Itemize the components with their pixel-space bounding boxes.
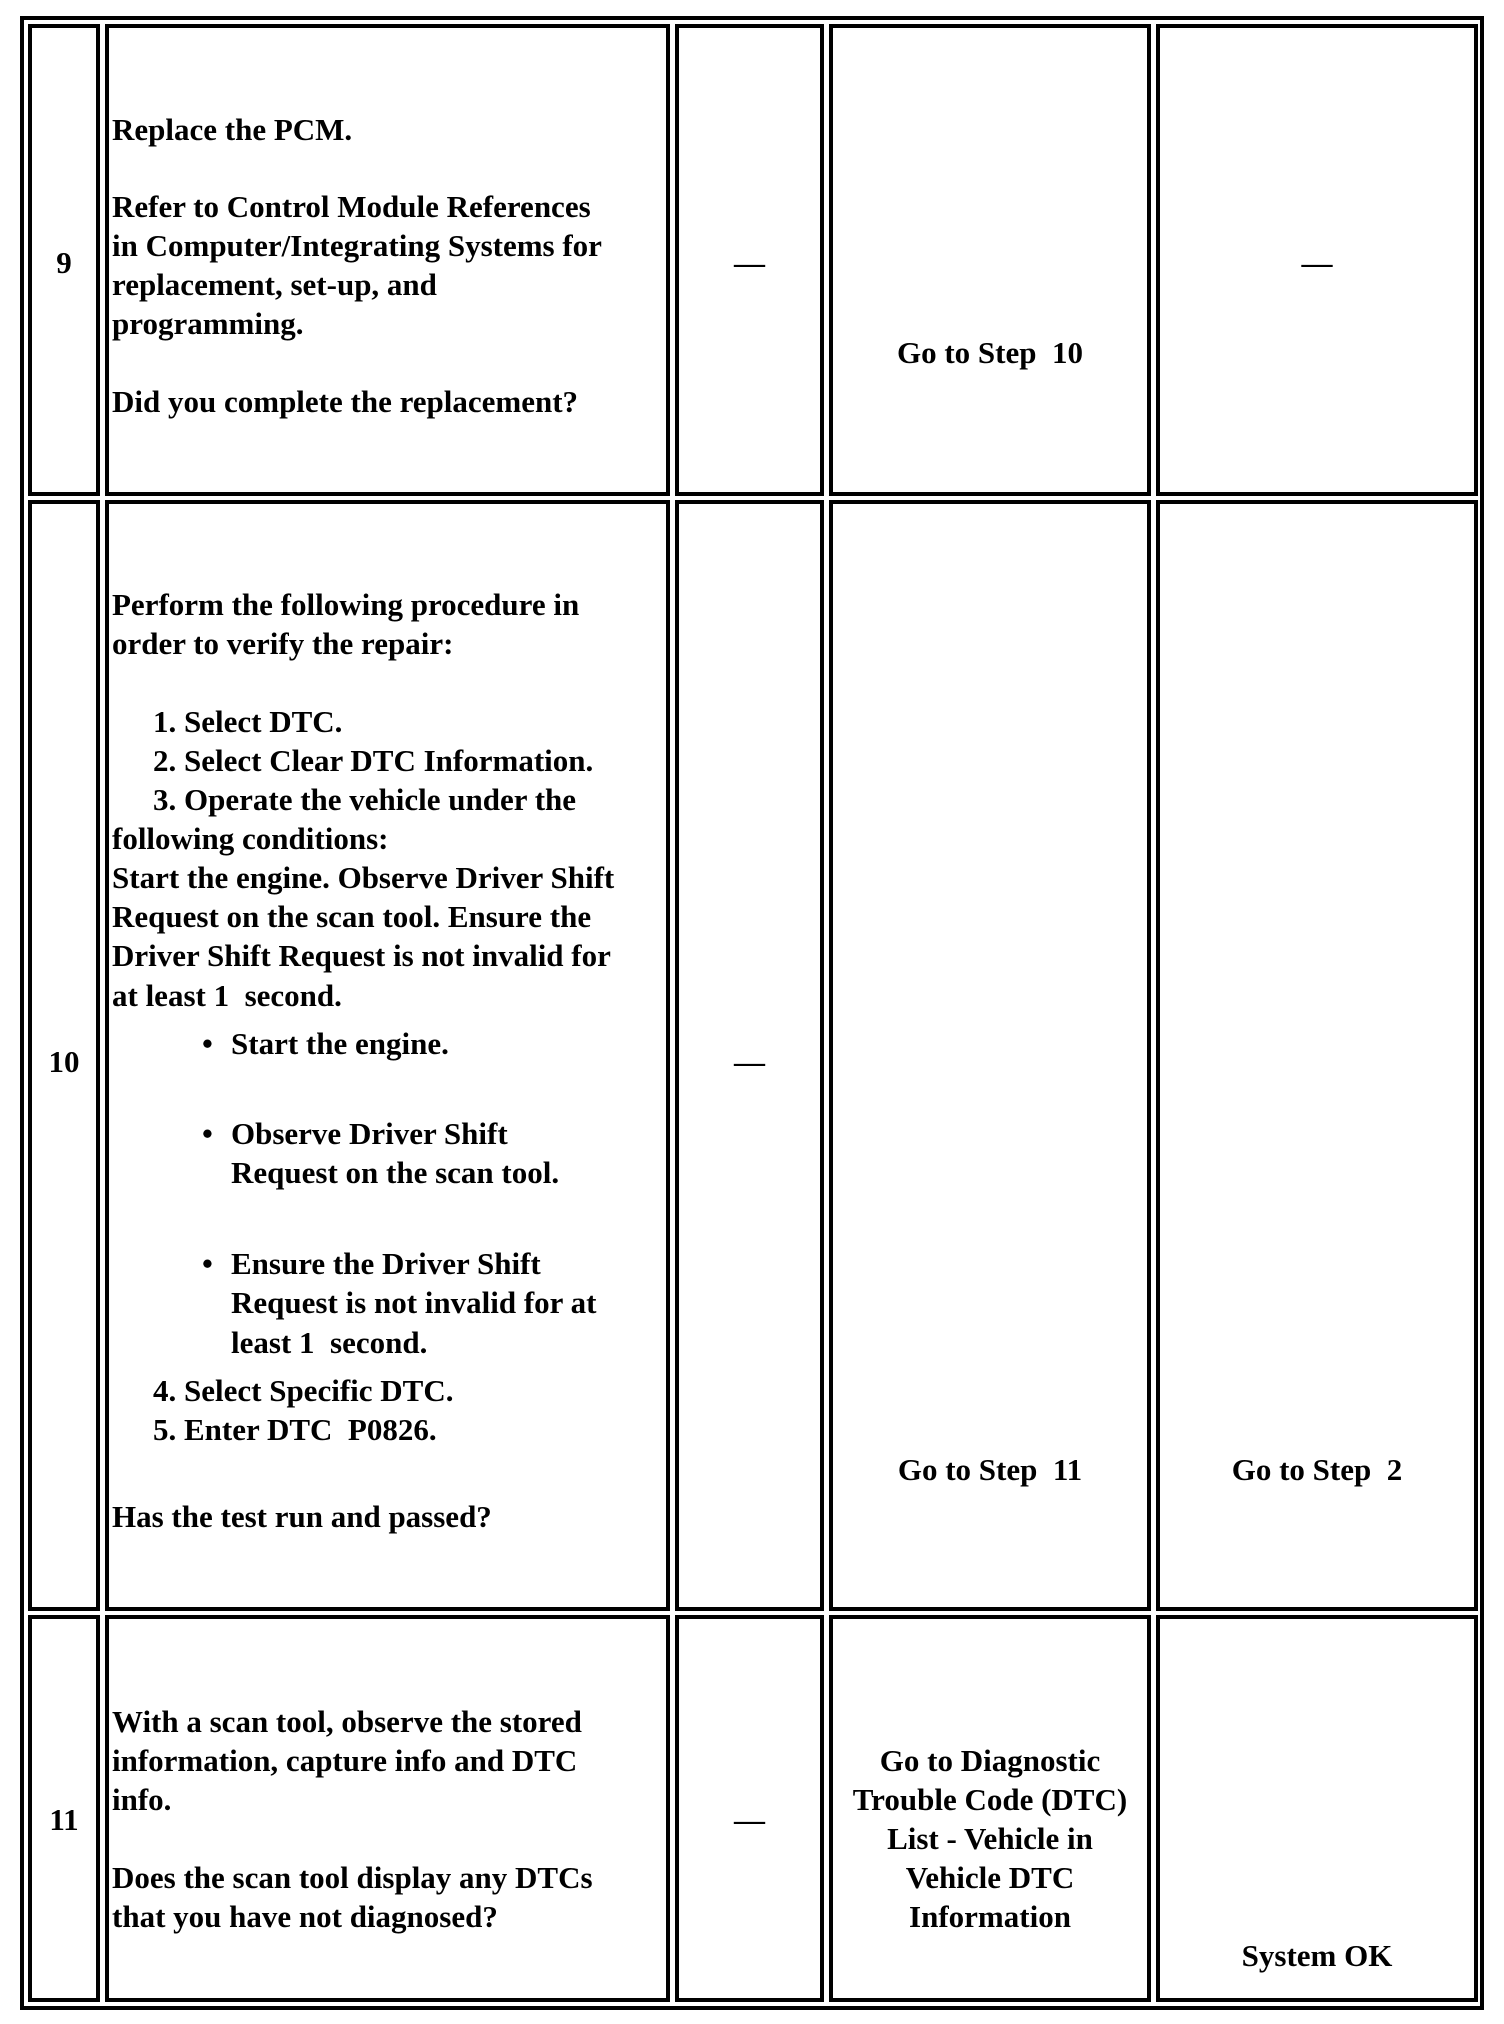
- values-text: —: [734, 1044, 765, 1079]
- procedure-step: following conditions:: [112, 821, 389, 856]
- action-text: information, capture info and DTC: [112, 1743, 578, 1778]
- action-text: in Computer/Integrating Systems for: [112, 228, 602, 263]
- condition-text: Driver Shift Request is not invalid for: [112, 938, 611, 973]
- action-question: that you have not diagnosed?: [112, 1899, 498, 1934]
- no-result: System OK: [1241, 1938, 1393, 1973]
- procedure-step: 2. Select Clear DTC Information.: [153, 743, 594, 778]
- yes-result: Go to Step 10: [897, 335, 1083, 370]
- yes-cell: [829, 24, 1151, 496]
- action-text: programming.: [112, 306, 304, 341]
- procedure-step: 1. Select DTC.: [153, 704, 343, 739]
- action-text: info.: [112, 1782, 172, 1817]
- action-text: replacement, set-up, and: [112, 267, 437, 302]
- no-result: —: [1301, 245, 1333, 280]
- procedure-step: 5. Enter DTC P0826.: [153, 1412, 437, 1447]
- yes-result: Trouble Code (DTC): [852, 1782, 1128, 1817]
- action-question: Does the scan tool display any DTCs: [112, 1860, 593, 1895]
- values-text: —: [734, 245, 765, 280]
- action-question: Has the test run and passed?: [112, 1499, 492, 1534]
- action-question: Did you complete the replacement?: [112, 384, 579, 419]
- bullet-text: Start the engine.: [231, 1026, 449, 1061]
- action-text: Replace the PCM.: [112, 112, 353, 147]
- yes-result: Go to Diagnostic: [879, 1743, 1101, 1778]
- condition-text: at least 1 second.: [112, 978, 342, 1013]
- yes-result: Vehicle DTC: [905, 1860, 1075, 1895]
- bullet-icon: •: [202, 1116, 213, 1151]
- yes-result: Information: [909, 1899, 1071, 1934]
- bullet-icon: •: [202, 1026, 213, 1061]
- step-number: 9: [56, 245, 72, 280]
- bullet-text: Observe Driver Shift: [231, 1116, 508, 1151]
- condition-text: Start the engine. Observe Driver Shift: [112, 860, 615, 895]
- bullet-icon: •: [202, 1246, 213, 1281]
- step-number: 11: [49, 1802, 79, 1837]
- action-text: order to verify the repair:: [112, 626, 454, 661]
- step-number: 10: [48, 1044, 80, 1079]
- no-result: Go to Step 2: [1231, 1452, 1403, 1487]
- yes-cell: [829, 500, 1151, 1611]
- action-text: Perform the following procedure in: [112, 587, 580, 622]
- bullet-text: Ensure the Driver Shift: [231, 1246, 541, 1281]
- bullet-text: Request on the scan tool.: [231, 1155, 560, 1190]
- no-cell: [1156, 500, 1478, 1611]
- action-text: With a scan tool, observe the stored: [112, 1704, 582, 1739]
- bullet-text: Request is not invalid for at: [231, 1285, 597, 1320]
- action-cell: [105, 1615, 670, 2002]
- bullet-text: least 1 second.: [231, 1325, 428, 1360]
- yes-result: Go to Step 11: [897, 1452, 1083, 1487]
- values-text: —: [734, 1802, 765, 1837]
- procedure-step: 3. Operate the vehicle under the: [153, 782, 577, 817]
- yes-result: List - Vehicle in: [887, 1821, 1093, 1856]
- action-text: Refer to Control Module References: [112, 189, 591, 224]
- condition-text: Request on the scan tool. Ensure the: [112, 899, 592, 934]
- procedure-step: 4. Select Specific DTC.: [153, 1373, 454, 1408]
